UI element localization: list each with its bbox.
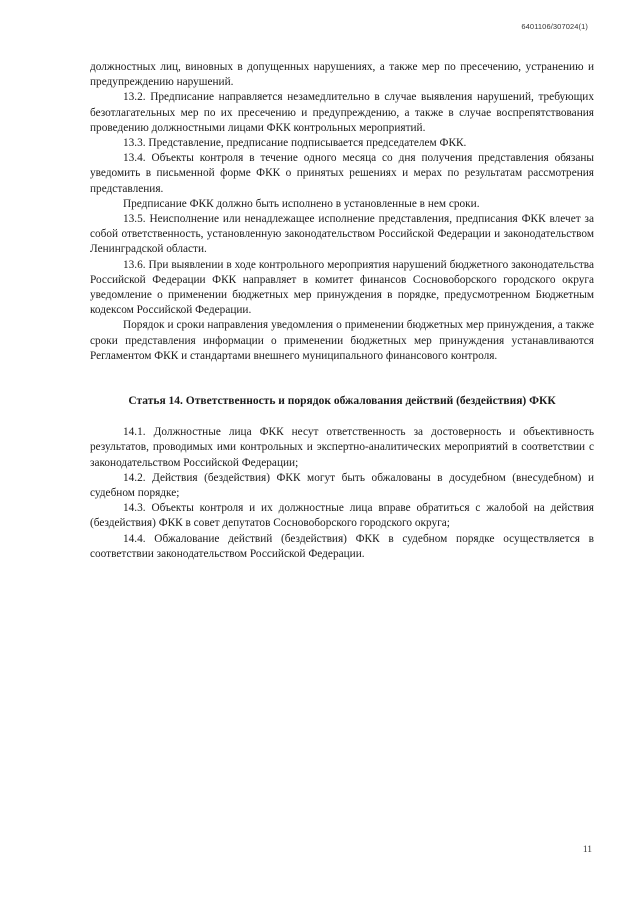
paragraph-notification-procedure: Порядок и сроки направления уведомления о применении бюджетных мер принуждения, а также сроки представления информации о применении бюджетных мер принуждения устанавливаются Регламентом ФКК и стандартами внешнего муниципального финансового контроля. xyxy=(90,319,594,362)
article-14-heading: Статья 14. Ответственность и порядок обжалования действий (бездействия) ФКК xyxy=(128,395,556,408)
paragraph-14-4: 14.4. Обжалование действий (бездействия) ФКК в судебном порядке осуществляется в соответствии законодательством Российской Федерации. xyxy=(90,532,594,560)
document-id: 6401106/307024(1) xyxy=(521,22,588,31)
paragraph-prescription-deadline: Предписание ФКК должно быть исполнено в установленные в нем сроки. xyxy=(123,197,480,210)
paragraph-13-2: 13.2. Предписание направляется незамедлительно в случае выявления нарушений, требующих безотлагательных мер по их пресечению и предупреждению, а также в случае воспрепятствования проведению должностными лицами ФКК контрольных мероприятий. xyxy=(90,91,594,134)
document-body xyxy=(90,60,594,562)
paragraph-13-5: 13.5. Неисполнение или ненадлежащее исполнение представления, предписания ФКК влечет за собой ответственность, установленную законодательством Российской Федерации и законодательством Ленинградской области. xyxy=(90,213,594,256)
paragraph-13-3: 13.3. Представление, предписание подписывается председателем ФКК. xyxy=(123,137,467,150)
page-number: 11 xyxy=(582,845,592,855)
paragraph-13-6: 13.6. При выявлении в ходе контрольного мероприятия нарушений бюджетного законодательства Российской Федерации ФКК направляет в комитет финансов Сосновоборского городского округа уведомление о применении бюджетных мер принуждения в порядке, предусмотренном Бюджетным кодексом Российской Федерации. xyxy=(90,258,594,317)
paragraph-14-2: 14.2. Действия (бездействия) ФКК могут быть обжалованы в досудебном (внесудебном) и судебном порядке; xyxy=(90,471,594,500)
paragraph-14-1: 14.1. Должностные лица ФКК несут ответственность за достоверность и объективность результатов, проводимых ими контрольных и экспертно-аналитических мероприятий в соответствии с законодательством Российской Федерации; xyxy=(90,426,594,469)
paragraph-continuation: должностных лиц, виновных в допущенных нарушениях, а также мер по пресечению, устранению и предупреждению нарушений. xyxy=(90,61,594,89)
paragraph-14-3: 14.3. Объекты контроля и их должностные лица вправе обратиться с жалобой на действия (бездействия) ФКК в совет депутатов Сосновоборского городского округа; xyxy=(90,502,594,530)
paragraph-13-4: 13.4. Объекты контроля в течение одного месяца со дня получения представления обязаны уведомить в письменной форме ФКК о принятых решениях и мерах по результатам рассмотрения представления. xyxy=(90,152,594,195)
